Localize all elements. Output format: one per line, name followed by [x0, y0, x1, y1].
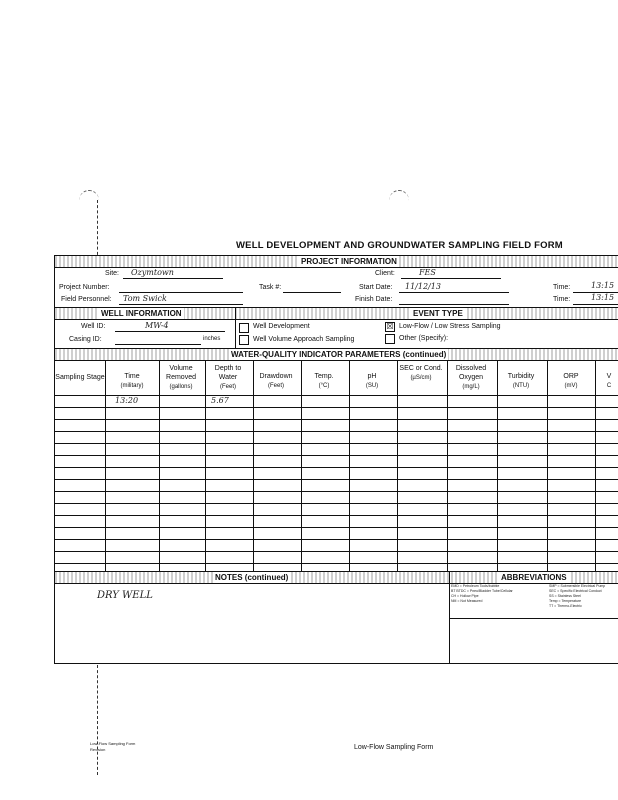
abbr-left-0: EMD = Petroleum Tools/bubble: [451, 584, 500, 588]
row1-depth[interactable]: 5.67: [211, 396, 229, 405]
well-id-line: [115, 331, 225, 332]
grid-row-line: [55, 527, 618, 528]
grid-row-line: [55, 563, 618, 564]
finish-date-label: Finish Date:: [355, 296, 393, 303]
option-low-flow: Low-Flow / Low Stress Sampling: [399, 323, 501, 330]
col-time: [105, 372, 159, 391]
col-time-name: Time: [124, 373, 140, 380]
well-event-band: [55, 307, 618, 320]
abbr-left-3: NM = Not Measured: [451, 599, 483, 603]
well-id-value[interactable]: MW-4: [145, 321, 169, 330]
notes-divider: [449, 571, 450, 663]
notes-band: [55, 571, 618, 584]
col-ph: [349, 372, 395, 391]
site-line: [123, 278, 223, 279]
site-label: Site:: [105, 270, 120, 277]
col-v: [599, 372, 618, 391]
footer-center: Low-Flow Sampling Form: [354, 744, 434, 751]
col-turbidity-unit: (NTU): [512, 383, 530, 389]
site-value[interactable]: Ozymtown: [131, 268, 174, 277]
col-do: [447, 364, 495, 392]
start-date-label: Start Date:: [359, 284, 393, 291]
row1-time[interactable]: 13:20: [115, 396, 139, 405]
punch-hole-right: [389, 190, 409, 211]
project-info-band: [55, 256, 618, 268]
client-label: Client:: [375, 270, 395, 277]
well-id-label: Well ID:: [81, 323, 106, 330]
checkbox-well-development[interactable]: [239, 323, 249, 333]
client-line: [401, 278, 501, 279]
col-drawdown: [253, 372, 299, 391]
grid-row-line: [55, 515, 618, 516]
col-depth-name: Depth to Water: [214, 365, 242, 381]
abbr-right: [549, 584, 605, 609]
time-line-2: [573, 304, 618, 305]
field-form: [54, 255, 618, 664]
col-turbidity-name: Turbidity: [507, 373, 535, 380]
col-orp-unit: (mV): [564, 383, 578, 389]
event-type-heading: EVENT TYPE: [413, 309, 463, 318]
project-info-heading: PROJECT INFORMATION: [301, 257, 397, 266]
grid-row-line: [55, 431, 618, 432]
col-ph-unit: (SU): [365, 383, 379, 389]
well-info-heading: WELL INFORMATION: [101, 309, 182, 318]
col-orp: [549, 372, 593, 391]
grid-row-line: [55, 539, 618, 540]
grid-row-line: [55, 407, 618, 408]
footer-left: [90, 741, 135, 753]
start-date-value[interactable]: 11/12/13: [405, 282, 441, 291]
time-label-2: Time:: [553, 296, 571, 303]
col-sampling-stage: Sampling Stage: [55, 374, 105, 381]
col-volume: [159, 364, 203, 392]
col-temp-name: Temp.: [314, 373, 334, 380]
abbr-right-1: SEC = Specific Electrical Conduct: [549, 589, 602, 593]
col-drawdown-unit: (Feet): [267, 383, 284, 389]
grid-row-line: [55, 479, 618, 480]
grid-row-line: [55, 551, 618, 552]
col-turbidity: [497, 372, 545, 391]
col-v-unit: C: [606, 383, 612, 389]
col-do-unit: (mg/L): [462, 384, 480, 390]
abbr-left-2: CH = Hollow Pipe: [451, 594, 479, 598]
notes-heading: NOTES (continued): [215, 573, 289, 582]
footer-left-2: Revision: [90, 747, 106, 752]
casing-id-label: Casing ID:: [69, 336, 102, 343]
casing-units: inches: [203, 336, 221, 342]
wq-band: [55, 348, 618, 361]
option-other: Other (Specify):: [399, 335, 449, 342]
abbreviations-heading: ABBREVIATIONS: [501, 573, 567, 582]
abbr-left: [451, 584, 513, 604]
grid-row-line: [55, 491, 618, 492]
notes-text[interactable]: DRY WELL: [97, 590, 153, 601]
field-personnel-label: Field Personnel:: [61, 296, 112, 303]
well-event-divider: [235, 307, 236, 348]
col-v-name: V: [606, 373, 612, 380]
project-number-label: Project Number:: [59, 284, 110, 291]
col-volume-unit: (gallons): [169, 384, 193, 390]
time-value-2[interactable]: 13:15: [591, 293, 615, 302]
col-cond: [397, 364, 445, 383]
col-cond-name: SEC or Cond.: [399, 365, 443, 372]
col-depth: [205, 364, 251, 392]
checkbox-other[interactable]: [385, 334, 395, 344]
finish-date-line[interactable]: [399, 304, 509, 305]
abbr-left-1: BT BTDC = Pneu/Bladder Tube/Cellular: [451, 589, 513, 593]
col-ph-name: pH: [367, 373, 377, 380]
time-label-1: Time:: [553, 284, 571, 291]
checkbox-well-volume[interactable]: [239, 335, 249, 345]
field-personnel-value[interactable]: Tom Swick: [123, 294, 167, 303]
wq-heading: WATER-QUALITY INDICATOR PARAMETERS (continued): [231, 350, 447, 359]
client-value[interactable]: FES: [419, 268, 436, 277]
abbr-right-4: TT = Thermo-Electric: [549, 604, 582, 608]
col-orp-name: ORP: [563, 373, 579, 380]
grid-row-line: [55, 419, 618, 420]
fold-mark-bottom: [97, 665, 98, 775]
grid-row-line: [55, 467, 618, 468]
col-depth-unit: (Feet): [219, 384, 236, 390]
time-value-1[interactable]: 13:15: [591, 281, 615, 290]
fold-mark-top: [97, 200, 98, 260]
project-number-line[interactable]: [119, 292, 243, 293]
start-date-line: [399, 292, 509, 293]
grid-row-line: [55, 443, 618, 444]
abbr-right-0: SMP = Submersible Electrical Pump: [549, 584, 606, 588]
grid-row-line: [55, 455, 618, 456]
col-volume-name: Volume Removed: [166, 365, 196, 381]
col-temp-unit: (°C): [318, 383, 330, 389]
grid-row-line: [55, 395, 618, 396]
grid-row-line: [55, 503, 618, 504]
col-cond-unit: (µS/cm): [410, 375, 432, 381]
footer-left-1: Low-Flow Sampling Form: [90, 741, 136, 746]
abbr-bottom-line: [449, 618, 618, 619]
task-label: Task #:: [259, 284, 282, 291]
casing-id-line[interactable]: [115, 344, 201, 345]
checkbox-low-flow[interactable]: ☒: [386, 322, 394, 331]
col-temp: [301, 372, 347, 391]
option-well-development: Well Development: [253, 323, 310, 330]
col-time-unit: (military): [120, 383, 144, 389]
col-do-name: Dissolved Oxygen: [455, 365, 487, 381]
abbr-right-2: SS = Stainless Steel: [549, 594, 581, 598]
punch-hole-left: [79, 190, 99, 211]
form-title: WELL DEVELOPMENT AND GROUNDWATER SAMPLING FIELD FORM: [236, 240, 563, 251]
task-line[interactable]: [283, 292, 341, 293]
col-drawdown-name: Drawdown: [259, 373, 293, 380]
abbr-right-3: Temp = Temperature: [549, 599, 582, 603]
option-well-volume: Well Volume Approach Sampling: [253, 336, 355, 343]
field-personnel-line: [119, 304, 243, 305]
